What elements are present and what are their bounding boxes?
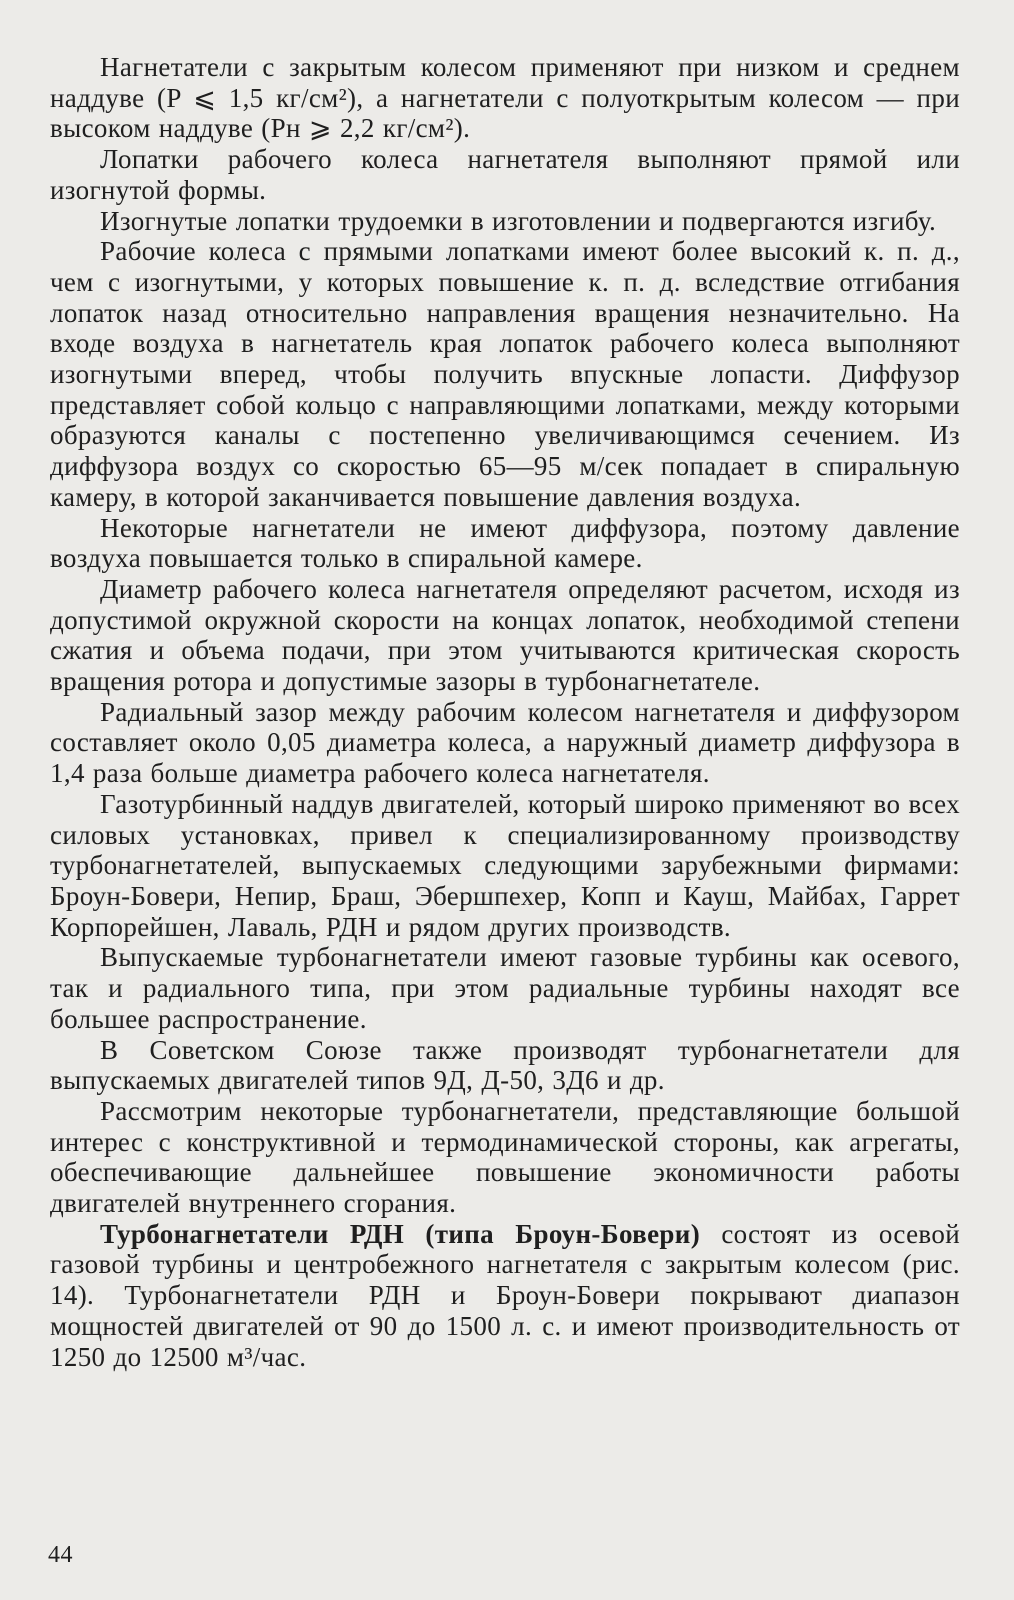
paragraph: Газотурбинный наддув двигателей, который широко применяют во всех силовых установках, привел к специализированному производству турбонагнетателей, выпускаемых следующими зарубежными фирмами: Броун-Бовери, Непир, Браш, Эбершпехер, Копп и Кауш, Майбах, Гаррет Корпорейшен, Лаваль, РДН и рядом других производств. (50, 788, 960, 942)
paragraph: Некоторые нагнетатели не имеют диффузора, поэтому давление воздуха повышается только в спиральной камере. (50, 512, 960, 574)
paragraph: Диаметр рабочего колеса нагнетателя определяют расчетом, исходя из допустимой окружной скорости на концах лопаток, необходимой степени сжатия и объема подачи, при этом учитываются критическая скорость вращения ротора и допустимые зазоры в турбонагнетателе. (50, 573, 960, 697)
paragraph: В Советском Союзе также производят турбонагнетатели для выпускаемых двигателей типов 9Д, Д-50, 3Д6 и др. (50, 1034, 960, 1096)
paragraph: Рассмотрим некоторые турбонагнетатели, представляющие большой интерес с конструктивной и термодинамической стороны, как агрегаты, обеспечивающие дальнейшее повышение экономичности работы двигателей внутреннего сгорания. (50, 1095, 960, 1219)
section-heading-inline: Турбонагнетатели РДН (типа Броун-Бовери) (100, 1218, 701, 1249)
paragraph: Лопатки рабочего колеса нагнетателя выполняют прямой или изогнутой формы. (50, 144, 960, 205)
paragraph: Изогнутые лопатки трудоемки в изготовлении и подвергаются изгибу. (100, 205, 937, 236)
body-text (50, 52, 960, 1372)
paragraph-last (50, 1219, 960, 1373)
paragraph: Выпускаемые турбонагнетатели имеют газовые турбины как осевого, так и радиального типа, при этом радиальные турбины находят все большее распространение. (50, 942, 960, 1034)
paragraph: Радиальный зазор между рабочим колесом нагнетателя и диффузором составляет около 0,05 диаметра колеса, а наружный диаметр диффузора в 1,4 раза больше диаметра рабочего колеса нагнетателя. (50, 696, 960, 789)
paragraph: Рабочие колеса с прямыми лопатками имеют более высокий к. п. д., чем с изогнутыми, у которых повышение к. п. д. вследствие отгибания лопаток назад относительно направления вращения незначительно. На входе воздуха в нагнетатель края лопаток рабочего колеса выполняют изогнутыми вперед, чтобы получить впускные лопасти. Диффузор представляет собой кольцо с направляющими лопатками, между которыми образуются каналы с постепенно увеличивающимся сечением. Из диффузора воздух со скоростью 65—95 м/сек попадает в спиральную камеру, в которой заканчивается повышение давления воздуха. (50, 236, 960, 512)
paragraph-text: состоят из осевой газовой турбины и центробежного нагнетателя с закрытым колесом (рис. 14). Турбонагнетатели РДН и Броун-Бовери покрывают диапазон мощностей двигателей от 90 до 1500 л. с. и имеют производительность от 1250 до 12500 м³/час. (50, 1218, 960, 1372)
paragraph: Нагнетатели с закрытым колесом применяют при низком и среднем наддуве (P ⩽ 1,5 кг/см²), а нагнетатели с полуоткрытым колесом — при высоком наддуве (Pн ⩾ 2,2 кг/см²). (50, 52, 960, 144)
page-number: 44 (48, 1542, 73, 1568)
